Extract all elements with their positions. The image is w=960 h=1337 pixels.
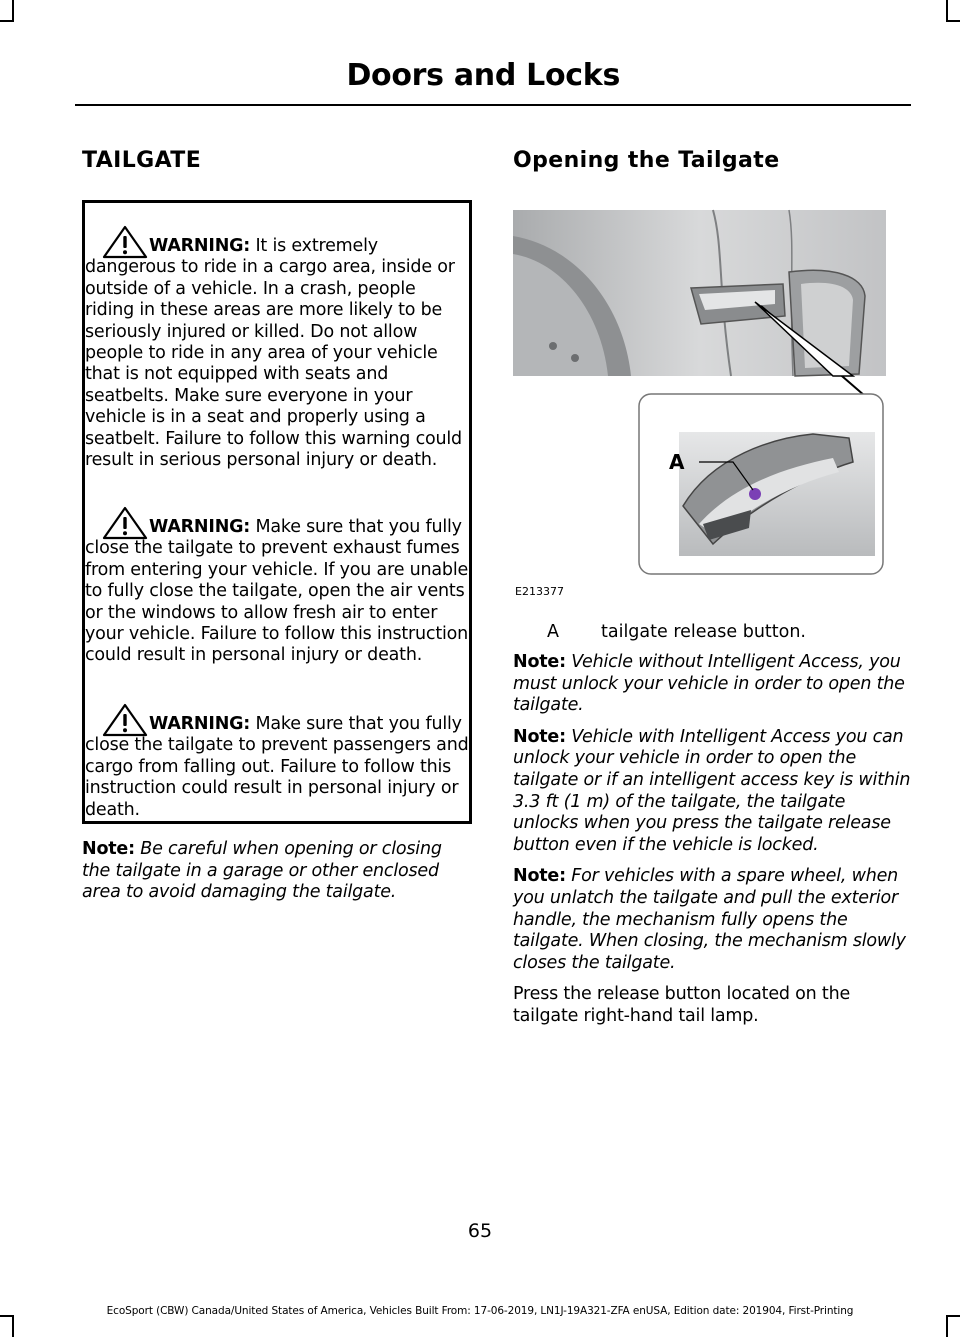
warning-box	[82, 200, 472, 824]
note-label: Note:	[513, 726, 566, 747]
legend-value: tailgate release button.	[601, 622, 806, 642]
note	[513, 652, 913, 717]
body-paragraph: Press the release button located on the tailgate right-hand tail lamp.	[513, 984, 851, 1026]
warning-label: WARNING:	[149, 517, 251, 537]
crop-mark	[12, 1315, 14, 1337]
crop-mark	[0, 20, 14, 22]
tailgate-illustration	[513, 206, 889, 598]
note	[513, 727, 913, 857]
page-number: 65	[467, 1220, 493, 1242]
legend-key: A	[547, 622, 559, 642]
note-label: Note:	[82, 839, 135, 859]
warning-text: Make sure that you fully close the tailgate to prevent passengers and cargo from falling out. Failure to follow this instruction could result in personal injury or death.	[85, 714, 469, 820]
warning-triangle-icon	[101, 224, 149, 260]
crop-mark	[946, 0, 948, 22]
warning-item	[85, 236, 469, 471]
warning-item	[85, 517, 469, 667]
warning-triangle-icon	[101, 702, 149, 738]
figure-callout-a: A	[669, 450, 685, 474]
note	[513, 866, 913, 974]
warning-text: Make sure that you fully close the tailgate to prevent exhaust fumes from entering your vehicle. If you are unable to fully close the tailgate, open the air vents or the windows to allow fresh air to enter your vehicle. Failure to follow this instruction could result in personal injury or death.	[85, 517, 469, 666]
warning-label: WARNING:	[149, 714, 251, 734]
warning-text: It is extremely dangerous to ride in a cargo area, inside or outside of a vehicle. In a crash, people riding in these areas are more likely to be seriously injured or killed. Do not allow people to ride in any area of your vehicle that is not equipped with seats and seatbelts. Make sure everyone in your vehicle is in a seat and properly using a seatbelt. Failure to follow this warning could result in serious personal injury or death.	[85, 236, 462, 471]
note-label: Note:	[513, 866, 566, 887]
figure-code: E213377	[515, 585, 564, 598]
warning-triangle-icon	[101, 505, 149, 541]
footer-text: EcoSport (CBW) Canada/United States of America, Vehicles Built From: 17-06-2019, LN1J-19A321-ZFA enUSA, Edition date: 201904, First-Printing	[106, 1305, 854, 1317]
note-text: Vehicle without Intelligent Access, you must unlock your vehicle in order to open the tailgate.	[513, 652, 905, 716]
warning-item	[85, 714, 469, 821]
crop-mark	[12, 0, 14, 22]
header-divider	[75, 104, 911, 106]
note-text: Be careful when opening or closing the tailgate in a garage or other enclosed area to avoid damaging the tailgate.	[82, 839, 442, 903]
note	[82, 839, 466, 904]
section-title: Opening the Tailgate	[513, 148, 780, 173]
crop-mark	[946, 20, 960, 22]
note-text: Vehicle with Intelligent Access you can unlock your vehicle in order to open the tailgate or if an intelligent access key is within 3.3 ft (1 m) of the tailgate, the tailgate unlocks when you press the tailgate release button even if the vehicle is locked.	[513, 726, 911, 855]
crop-mark	[946, 1315, 948, 1337]
right-notes	[513, 652, 913, 1038]
section-title: TAILGATE	[82, 148, 202, 173]
page-header-title: Doors and Locks	[346, 58, 620, 93]
note-label: Note:	[513, 652, 566, 672]
note-text: For vehicles with a spare wheel, when you unlatch the tailgate and pull the exterior handle, the mechanism fully opens the tailgate. When closing, the mechanism slowly closes the tailgate.	[513, 866, 906, 973]
warning-label: WARNING:	[149, 236, 251, 256]
